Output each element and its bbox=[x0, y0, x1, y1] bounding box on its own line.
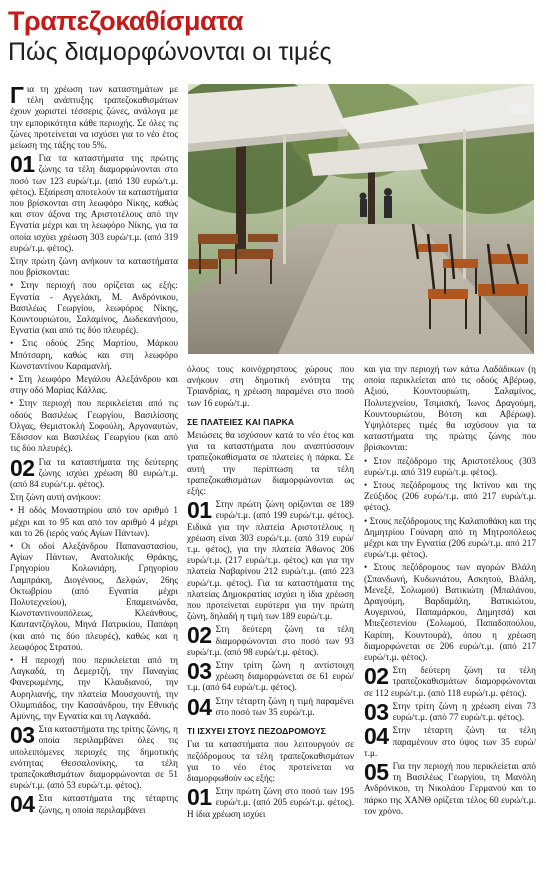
pedestrian-zone-4: 04 Στην τέταρτη ζώνη τα τέλη παραμένουν στο ύψος των 35 ευρώ/τ.μ. bbox=[364, 723, 536, 758]
zone-4-paragraph: 04 Στα καταστήματα της τέταρτης ζώνης, η οποία περιλαμβάνει bbox=[10, 791, 178, 818]
zone-number: 02 bbox=[364, 663, 389, 690]
subheadline: Πώς διαμορφώνονται οι τιμές bbox=[8, 38, 332, 66]
zone-number: 02 bbox=[10, 454, 35, 481]
zone-1-bullet: • Στη λεωφόρο Μεγάλου Αλεξάνδρου και στην οδό Μαρίας Κάλλας. bbox=[10, 374, 178, 396]
zone-2-intro: Στη ζώνη αυτή ανήκουν: bbox=[10, 492, 101, 503]
zone-1-bullet: • Στις οδούς 25ης Μαρτίου, Μάρκου Μπότσαρη, καθώς και στη λεωφόρο Κωνσταντίνου Καραμανλή. bbox=[10, 338, 178, 371]
headline: Τραπεζοκαθίσματα bbox=[8, 6, 244, 36]
pedestrian-zone-5: 05 Για την περιοχή που περικλείεται από τη Βασιλέως Γεωργίου, τη Μανόλη Ανδρόνικου, τη Νικολάου Γερμανού και το πάρκο της ΧΑΝΘ ορίζεται τέλος 60 ευρώ/τ.μ. τον χρόνο. bbox=[364, 758, 536, 816]
zone-2-paragraph: 02 Για τα καταστήματα της δεύτερης ζώνης ισχύει χρέωση 80 ευρώ/τ.μ. (από 84 ευρώ/τ.μ. φέτος). bbox=[10, 454, 178, 489]
cafe-photo bbox=[188, 84, 534, 354]
zone-number: 03 bbox=[187, 658, 212, 685]
zone-2-bullet: • Η περιοχή που περικλείεται από τη Λαγκαδά, τη Δεμερτζή, την Παναγίας Φανερωμένης, την Κλαυδιανού, την Αυρηλιανής, την πλατεία Μουσχουντή, την Ολυμπιάδος, την Κασσάνδρου, την Εθνικής Αμύνης, την Εγνατία και τη Λαγκαδά. bbox=[10, 654, 178, 721]
zone-number: 03 bbox=[10, 722, 35, 749]
pedestrian-bullet: • Στους πεζόδρομους της Ικτίνου και της Ζεύξιδος (206 ευρώ/τ.μ. από 217 ευρώ/τ.μ. φέτος). bbox=[364, 480, 536, 513]
zone-number: 04 bbox=[10, 791, 35, 818]
pedestrian-bullet: • Στους πεζόδρομους της Καλαποθάκη και της Δημητρίου Γούναρη από τη Μητροπόλεως μέχρι και την Εγνατία (206 ευρώ/τ.μ. από 217 ευρώ/τ.μ. φέτος). bbox=[364, 515, 536, 560]
zone-3-paragraph: 03 Στα καταστήματα της τρίτης ζώνης, η οποία περιλαμβάνει όλες τις υπολειπόμενες περιοχές της δημοτικής ενότητας Θεσσαλονίκης, τα τέλη τραπεζοκαθισμάτων διαμορφώνονται σε 51 ευρώ/τ.μ. (από 53 ευρώ/τ.μ. φέτος). bbox=[10, 722, 178, 791]
zone-number: 01 bbox=[10, 151, 35, 178]
squares-zone-4: 04 Στην τέταρτη ζώνη η τιμή παραμένει στο ποσό των 35 ευρώ/τ.μ. bbox=[187, 693, 354, 720]
pedestrian-bullet: • Στον πεζόδρομο της Αριστοτέλους (303 ευρώ/τ.μ. από 319 ευρώ/τ.μ. φέτος). bbox=[364, 455, 536, 477]
pedestrian-bullet: • Στους πεζόδρομους των αγορών Βλάλη (Σπανδωνή, Κυδωνιάτου, Ασκητού, Βλάλη, Μενεξέ, Σολωμού) Βατικιώτη (Μπαλάνου, Δραγούμη, Βαρδαμάλη, Βατικιώτου, Αυγερινού, Παπαμάρκου, Δημητσά) και Μπεζεστενίου (Σολωμού, Παπαδοπούλου, Καρίπη, Κουντουρά), όπου η χρέωση διαμορφώνεται σε 206 ευρώ/τ.μ. (από 217 ευρώ/τ.μ. φέτος). bbox=[364, 562, 536, 663]
zone-number: 01 bbox=[187, 784, 212, 811]
zone-number: 04 bbox=[187, 693, 212, 720]
zone-number: 05 bbox=[364, 758, 389, 785]
article-column-3 bbox=[364, 364, 536, 819]
pedestrian-zone-3: 03 Στην τρίτη ζώνη η χρέωση είναι 73 ευρώ/τ.μ. (από 77 ευρώ/τ.μ. φέτος). bbox=[364, 698, 536, 725]
zone-2-bullet: • Οι οδοί Αλεξάνδρου Παπαναστασίου, Αγίων Πάντων, Ανατολικής Θράκης, Γρηγορίου Κολωνιάρη, Γρηγορίου Λαμπράκη, Διογένους, Δελφών, 26ης Οκτωβρίου (από Εγνατία μέχρι Πολυτεχνείου), Επαμεινώνδα, Κωνσταντινουπόλεως, Κλεάνθους, Καυταντζόγλου, Μηνά Πατρικίου, Παπάφη (και από τις δύο πλευρές), καθώς και η λεωφόρος Στρατού. bbox=[10, 540, 178, 652]
lead-paragraph: Για τη χρέωση των καταστημάτων με τέλη ανάπτυξης τραπεζοκαθισμάτων έχουν χωριστεί τέσσερις ζώνες, ανάλογα με την εμπορικότητα κάθε περιοχής. Σε όλες τις ζώνες προτείνεται να ισχύσει για το νέο έτος μείωση της τάξης του 5%. bbox=[10, 82, 178, 151]
zone-1-paragraph: 01 Για τα καταστήματα της πρώτης ζώνης τα τέλη διαμορφώνονται στο ποσό των 123 ευρώ/τ.μ. (από 130 ευρώ/τ.μ. φέτος). Εξαίρεση αποτελούν τα καταστήματα που βρίσκονται στη λεωφόρο Νίκης, καθώς και στον άξονα της Αριστοτέλους από την Εγνατία μέχρι και τη λεωφόρο Νίκης, για τα οποία ισχύει χρέωση 303 ευρώ/τ.μ. (από 319 ευρώ/τ.μ. φέτος). bbox=[10, 151, 178, 253]
section-heading-pedestrian: ΤΙ ΙΣΧΥΕΙ ΣΤΟΥΣ ΠΕΖΟΔΡΟΜΟΥΣ bbox=[187, 726, 326, 737]
zone-2-bullet: • Η οδός Μοναστηρίου από τον αριθμό 1 μέχρι και το 95 και από τον αριθμό 4 μέχρι και το 26 (ιερός ναός Αγίων Πάντων). bbox=[10, 505, 178, 538]
pedestrian-zone-1: 01 Στην πρώτη ζώνη στο ποσό των 195 ευρώ/τ.μ. (από 205 ευρώ/τ.μ. φέτος). Η ίδια χρέωση ισχύει bbox=[187, 784, 354, 819]
drop-cap: Γ bbox=[10, 82, 24, 108]
zone-1-intro: Στην πρώτη ζώνη ανήκουν τα καταστήματα που βρίσκονται: bbox=[10, 256, 178, 278]
zone-number: 01 bbox=[187, 497, 212, 524]
cafe-photo-illustration bbox=[188, 84, 534, 354]
squares-zone-1: 01 Στην πρώτη ζώνη ορίζονται σε 189 ευρώ/τ.μ. (από 199 ευρώ/τ.μ. φέτος). Ειδικά για την πλατεία Αριστοτέλους η χρέωση είναι 303 ευρώ/τ.μ. (από 319 ευρώ/τ.μ. φέτος), για την πλατεία Άθωνος 206 ευρώ/τ.μ. (217 ευρώ/τ.μ. φέτος) και για την πλατεία Ναβαρίνου 212 ευρώ/τ.μ. (από 223 ευρώ/τ.μ. φέτος). Για τα καταστήματα της πλατείας Δημοκρατίας ισχύει η ίδια χρέωση που προτείνεται ευρύτερα για την πρώτη ζώνη, δηλαδή η τιμή των 189 ευρώ/τ.μ. bbox=[187, 497, 354, 622]
article-column-2 bbox=[187, 364, 354, 822]
continuation-paragraph: όλους τους κοινόχρηστους χώρους που ανήκουν στη δημοτική ενότητα της Τριανδρίας, η χρέωση παραμένει στο ποσό των 16 ευρώ/τ.μ. bbox=[187, 364, 354, 408]
zone-1-bullet: • Στην περιοχή που περικλείεται από τις οδούς Βασιλέως Γεωργίου, Βασιλίσσης Όλγας, Θεμιστοκλή Σοφούλη, Αργοναυτών, Έδισσον και Βασιλέως Γεωργίου (και από τις δύο πλευρές). bbox=[10, 398, 178, 454]
continuation-paragraph: και για την περιοχή των κάτω Λαδάδικων (η οποία περικλείεται από τις οδούς Αβέρωφ, Αξιού, Κουντουριώτη, Σαλαμίνος, Πολυτεχνείου, Τσιμισκή, Ίωνος Δραγούμη, Κουντουριώτου, Βότση και Αβέρωφ). Υψηλότερες τιμές θα ισχύσουν για τα καταστήματα της πρώτης ζώνης που βρίσκονται: bbox=[364, 364, 536, 453]
pedestrian-intro: Για τα καταστήματα που λειτουργούν σε πεζόδρομους τα τέλη τραπεζοκαθισμάτων για το νέο έτος προτείνεται να διαμορφωθούν ως εξής: bbox=[187, 739, 354, 783]
squares-intro: Μειώσεις θα ισχύσουν κατά το νέο έτος και για τα καταστήματα που αναπτύσσουν τραπεζοκαθίσματα σε πλατείες ή πάρκα. Σε αυτή την περίπτωση τα τέλη τραπεζοκαθισμάτων διαμορφώνονται ως εξής: bbox=[187, 430, 354, 497]
section-heading-squares-parks: ΣΕ ΠΛΑΤΕΙΕΣ ΚΑΙ ΠΑΡΚΑ bbox=[187, 416, 295, 427]
squares-zone-2: 02 Στη δεύτερη ζώνη τα τέλη διαμορφώνονται στο ποσό των 93 ευρώ/τ.μ. (από 98 ευρώ/τ.μ. φέτος). bbox=[187, 622, 354, 657]
zone-number: 04 bbox=[364, 723, 389, 750]
pedestrian-zone-2: 02 Στη δεύτερη ζώνη τα τέλη τραπεζοκαθισμάτων διαμορφώνονται σε 112 ευρώ/τ.μ. (από 118 ευρώ/τ.μ. φέτος). bbox=[364, 663, 536, 698]
squares-zone-3: 03 Στην τρίτη ζώνη η αντίστοιχη χρέωση διαμορφώνεται σε 61 ευρώ/τ.μ. (από 64 ευρώ/τ.μ. φέτος). bbox=[187, 658, 354, 693]
zone-number: 03 bbox=[364, 698, 389, 725]
zone-number: 02 bbox=[187, 622, 212, 649]
zone-1-bullet: • Στην περιοχή που ορίζεται ως εξής: Εγνατία - Αγγελάκη, Μ. Ανδρόνικου, Βασιλέως Γεωργίου, λεωφόρος Νίκης, Κουντουριώτου, Σαλαμίνος, Δωδεκανήσου, Εγνατία (και από τις δύο πλευρές). bbox=[10, 280, 178, 336]
article-column-1 bbox=[10, 84, 178, 818]
